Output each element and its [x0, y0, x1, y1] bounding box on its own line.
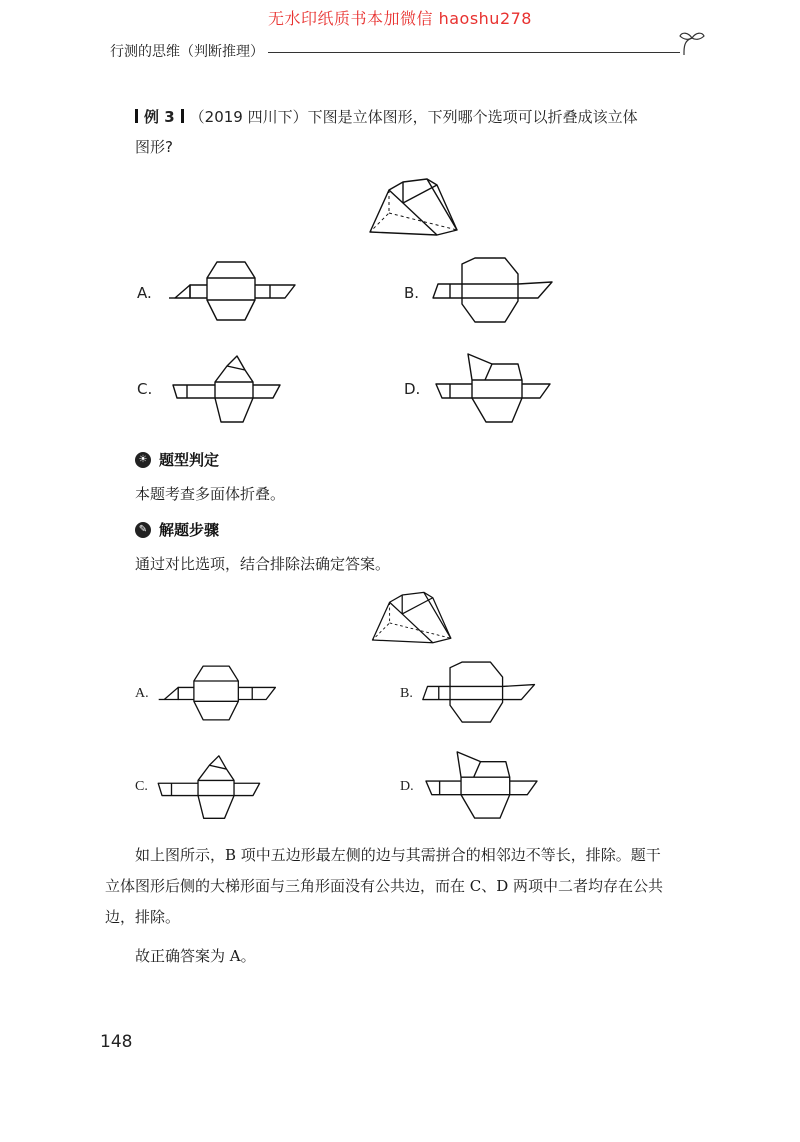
option-d-label-bottom: D.	[400, 779, 414, 794]
option-a-net	[165, 258, 300, 324]
answer-line: 故正确答案为 A。	[135, 947, 256, 965]
sun-icon: ☀	[135, 452, 151, 468]
question-line-2: 图形?	[135, 138, 173, 156]
option-b-net	[430, 256, 560, 326]
option-b-label-bottom: B.	[400, 686, 413, 701]
option-a-label-bottom: A.	[135, 686, 149, 701]
sprout-icon	[678, 30, 706, 56]
option-c-net	[165, 352, 285, 428]
watermark-text: 无水印纸质书本加微信 haoshu278	[268, 9, 532, 28]
explanation-line-3: 边，排除。	[105, 908, 181, 926]
tag-bar-left	[135, 109, 138, 123]
explanation-line-2: 立体图形后侧的大梯形面与三角形面没有公共边，而在 C、D 两项中二者均存在公共	[105, 877, 664, 895]
option-a-label: A.	[137, 284, 152, 302]
question-tag: 例 3	[144, 108, 175, 126]
solid-figure-top	[365, 175, 465, 240]
running-head: 行测的思维（判断推理）	[110, 44, 264, 60]
section-type-title: 题型判定	[159, 451, 220, 469]
option-d-net-bottom	[420, 748, 542, 822]
section-steps-text: 通过对比选项，结合排除法确定答案。	[135, 555, 391, 573]
pen-icon: ✎	[135, 522, 151, 538]
option-d-label: D.	[404, 380, 421, 398]
option-c-label-bottom: C.	[135, 779, 148, 794]
explanation-line-1: 如上图所示，B 项中五边形最左侧的边与其需拼合的相邻边不等长，排除。题干	[135, 846, 661, 864]
option-b-label: B.	[404, 284, 420, 302]
option-c-net-bottom	[150, 752, 265, 824]
section-steps-heading	[135, 519, 219, 540]
solid-figure-bottom	[368, 588, 458, 648]
section-type-heading	[135, 449, 219, 470]
option-b-net-bottom	[420, 660, 542, 726]
section-steps-title: 解题步骤	[159, 521, 220, 539]
question-text: （2019 四川下）下图是立体图形，下列哪个选项可以折叠成该立体	[189, 108, 638, 126]
option-c-label: C.	[137, 380, 153, 398]
header-rule	[268, 52, 680, 53]
question-line-1	[135, 106, 638, 127]
tag-bar-right	[181, 109, 184, 123]
option-a-net-bottom	[155, 662, 280, 724]
explanation-paragraph	[105, 840, 705, 933]
section-type-text: 本题考查多面体折叠。	[135, 485, 286, 503]
page-number: 148	[100, 1032, 133, 1052]
option-d-net	[430, 350, 555, 426]
